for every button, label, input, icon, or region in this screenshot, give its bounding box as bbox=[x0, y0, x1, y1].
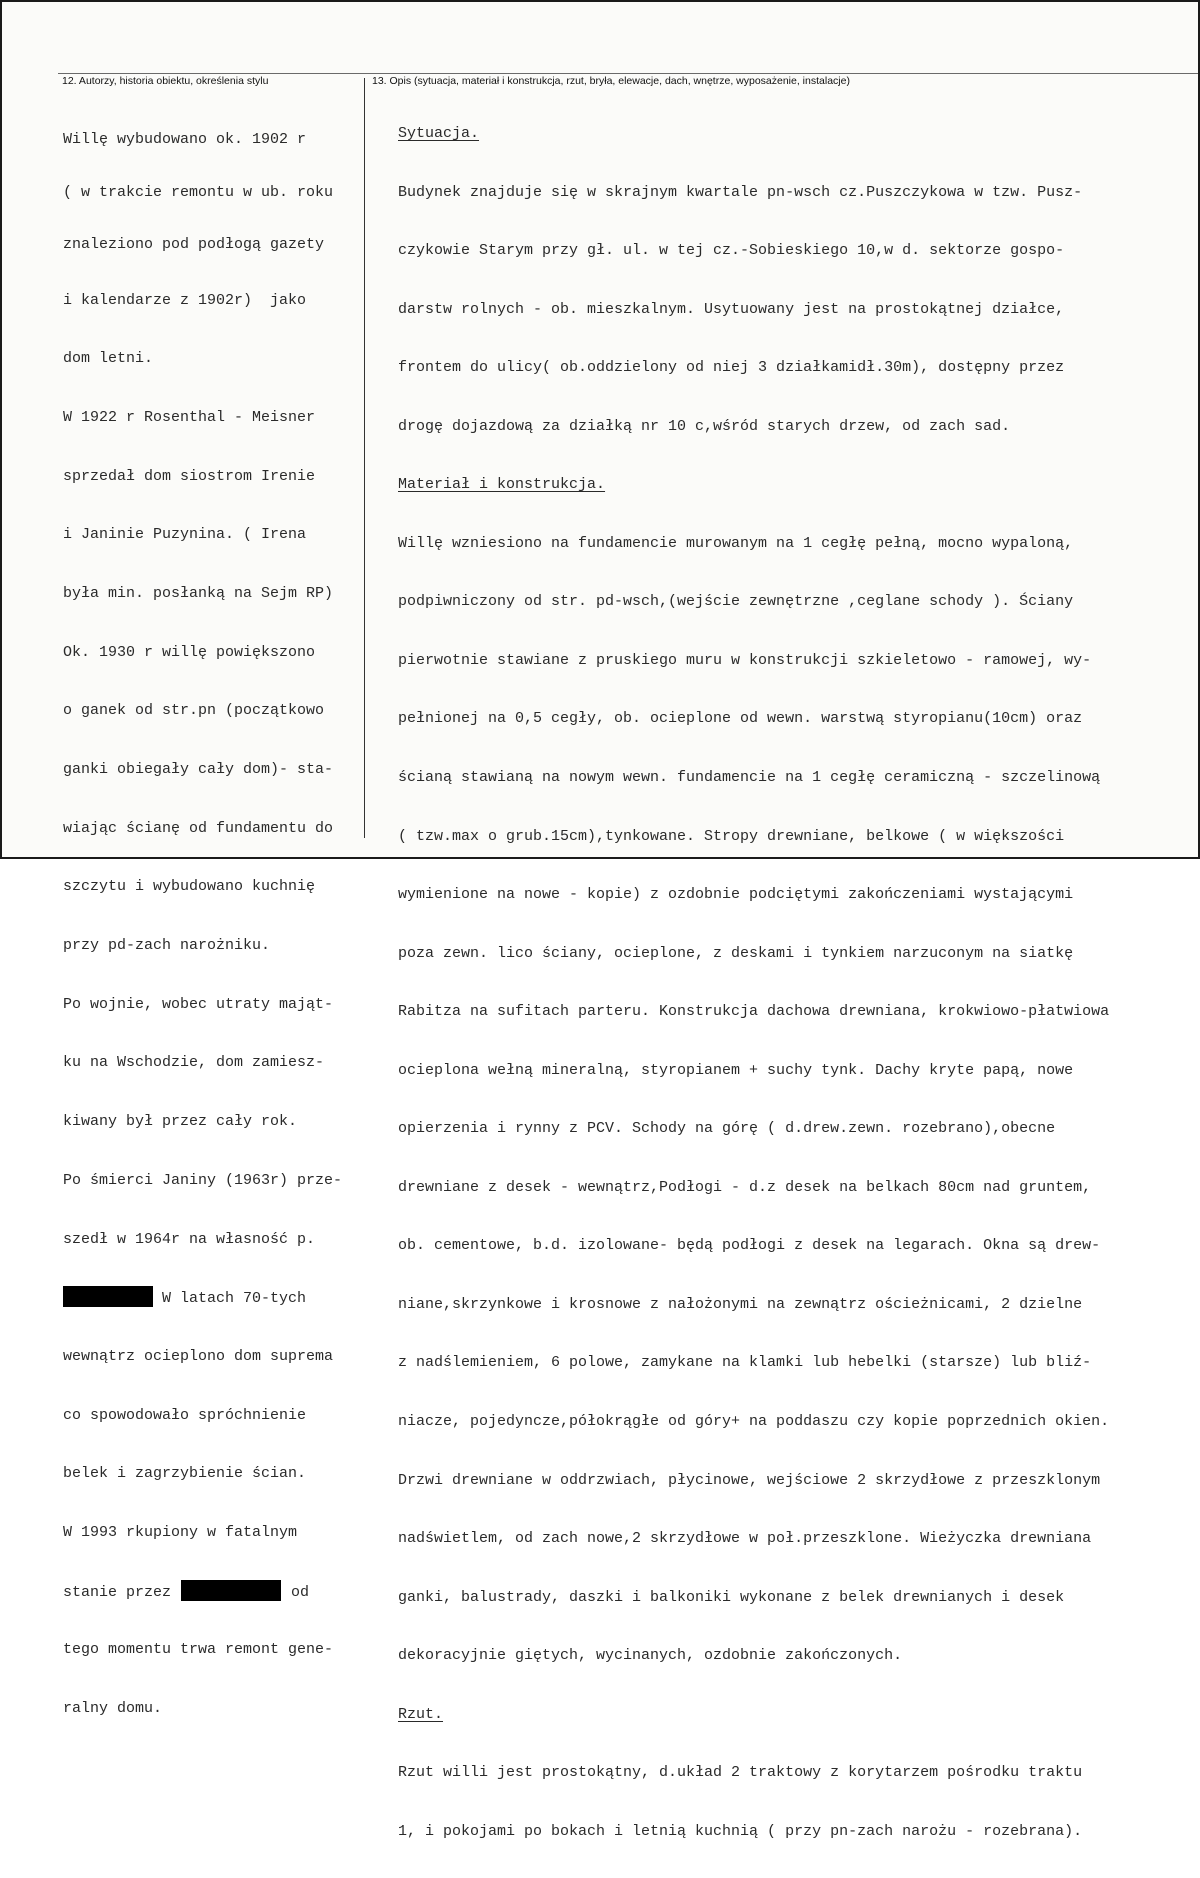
text-line: 1, i pokojami po bokach i letnią kuchnią ( przy pn-zach narożu - rozebrana). bbox=[398, 1822, 1083, 1840]
text-line: W 1993 rkupiony w fatalnym bbox=[63, 1523, 298, 1541]
text-line: niane,skrzynkowe i krosnowe z nałożonymi na zewnątrz ościeżnicami, 2 dzielne bbox=[398, 1295, 1083, 1313]
text-line: ku na Wschodzie, dom zamiesz- bbox=[63, 1054, 325, 1072]
text-line: wiając ścianę od fundamentu do bbox=[63, 819, 334, 837]
text-line: dom letni. bbox=[63, 350, 154, 368]
text-line: dekoracyjnie giętych, wycinanych, ozdobnie zakończonych. bbox=[398, 1647, 903, 1665]
redaction-box bbox=[181, 1580, 281, 1601]
section-13-body bbox=[398, 88, 1109, 1878]
text-segment: stanie przez bbox=[63, 1583, 172, 1601]
text-line: szedł w 1964r na własność p. bbox=[63, 1230, 316, 1248]
text-line: o ganek od str.pn (początkowo bbox=[63, 702, 325, 720]
text-line: czykowie Starym przy gł. ul. w tej cz.-Sobieskiego 10,w d. sektorze gospo- bbox=[398, 242, 1065, 260]
text-line: podpiwniczony od str. pd-wsch,(wejście zewnętrzne ,ceglane schody ). Ściany bbox=[398, 593, 1074, 611]
subheading-rzut: Rzut. bbox=[398, 1705, 444, 1723]
text-line: ganki, balustrady, daszki i balkoniki wykonane z belek drewnianych i desek bbox=[398, 1588, 1065, 1606]
text-line: wewnątrz ocieplono dom suprema bbox=[63, 1347, 334, 1365]
text-line: belek i zagrzybienie ścian. bbox=[63, 1465, 307, 1483]
text-line: ob. cementowe, b.d. izolowane- będą podłogi z desek na legarach. Okna są drew- bbox=[398, 1237, 1101, 1255]
text-line: W 1922 r Rosenthal - Meisner bbox=[63, 408, 316, 426]
section-12-body bbox=[63, 97, 342, 1756]
text-line: Budynek znajduje się w skrajnym kwartale pn-wsch cz.Puszczykowa w tzw. Pusz- bbox=[398, 183, 1083, 201]
text-line: i kalendarze z 1902r) jako bbox=[63, 291, 307, 309]
section-13-header: 13. Opis (sytuacja, materiał i konstrukcja, rzut, bryła, elewacje, dach, wnętrze, wyposażenie, instalacje) bbox=[372, 75, 850, 87]
text-line: Rzut willi jest prostokątny, d.układ 2 traktowy z korytarzem pośrodku traktu bbox=[398, 1764, 1083, 1782]
text-line: drewniane z desek - wewnątrz,Podłogi - d.z desek na belkach 80cm nad gruntem, bbox=[398, 1178, 1092, 1196]
text-line: Ok. 1930 r willę powiększono bbox=[63, 643, 316, 661]
text-line: Rabitza na sufitach parteru. Konstrukcja dachowa drewniana, krokwiowo-płatwiowa bbox=[398, 1003, 1110, 1021]
text-line: ścianą stawianą na nowym wewn. fundamencie na 1 cegłę ceramiczną - szczelinową bbox=[398, 769, 1101, 787]
text-segment: W latach 70-tych bbox=[162, 1290, 307, 1308]
text-line bbox=[63, 1286, 342, 1311]
text-line: nadświetlem, od zach nowe,2 skrzydłowe w poł.przeszklone. Wieżyczka drewniana bbox=[398, 1530, 1092, 1548]
top-rule bbox=[58, 73, 1198, 74]
text-line: szczytu i wybudowano kuchnię bbox=[63, 878, 316, 896]
text-line: Willę wybudowano ok. 1902 r bbox=[63, 131, 307, 148]
text-line: opierzenia i rynny z PCV. Schody na górę ( d.drew.zewn. rozebrano),obecne bbox=[398, 1120, 1056, 1138]
text-line: znaleziono pod podłogą gazety bbox=[63, 236, 325, 253]
text-line: i Janinie Puzynina. ( Irena bbox=[63, 526, 307, 544]
text-line: była min. posłanką na Sejm RP) bbox=[63, 584, 334, 602]
subheading-material: Materiał i konstrukcja. bbox=[398, 476, 606, 494]
text-line: z nadślemieniem, 6 polowe, zamykane na klamki lub hebelki (starsze) lub bliź- bbox=[398, 1354, 1092, 1372]
text-line: darstw rolnych - ob. mieszkalnym. Usytuowany jest na prostokątnej działce, bbox=[398, 300, 1065, 318]
text-line: co spowodowało spróchnienie bbox=[63, 1406, 307, 1424]
text-line: ralny domu. bbox=[63, 1700, 163, 1717]
text-line: Po wojnie, wobec utraty mająt- bbox=[63, 995, 334, 1013]
text-line: poza zewn. lico ściany, ocieplone, z deskami i tynkiem narzuconym na siatkę bbox=[398, 944, 1074, 962]
section-12-header: 12. Autorzy, historia obiektu, określenia stylu bbox=[62, 75, 269, 87]
text-line: wymienione na nowe - kopie) z ozdobnie podciętymi zakończeniami wystającymi bbox=[398, 886, 1074, 904]
text-line: kiwany był przez cały rok. bbox=[63, 1113, 298, 1131]
text-line: niacze, pojedyncze,półokrągłe od góry+ na poddaszu czy kopie poprzednich okien. bbox=[398, 1413, 1110, 1431]
text-line: pełnionej na 0,5 cegły, ob. ocieplone od wewn. warstwą styropianu(10cm) oraz bbox=[398, 710, 1083, 728]
text-line: przy pd-zach narożniku. bbox=[63, 937, 271, 955]
text-line: ocieplona wełną mineralną, styropianem + suchy tynk. Dachy kryte papą, nowe bbox=[398, 1061, 1074, 1079]
text-line: sprzedał dom siostrom Irenie bbox=[63, 467, 316, 485]
text-line: ( tzw.max o grub.15cm),tynkowane. Stropy drewniane, belkowe ( w większości bbox=[398, 827, 1065, 845]
text-line: drogę dojazdową za działką nr 10 c,wśród starych drzew, od zach sad. bbox=[398, 417, 1011, 435]
text-line bbox=[63, 1580, 342, 1605]
text-line: Po śmierci Janiny (1963r) prze- bbox=[63, 1171, 343, 1189]
text-line: frontem do ulicy( ob.oddzielony od niej 3 działkamidł.30m), dostępny przez bbox=[398, 359, 1065, 377]
text-line: pierwotnie stawiane z pruskiego muru w konstrukcji szkieletowo - ramowej, wy- bbox=[398, 651, 1092, 669]
text-segment: od bbox=[291, 1583, 310, 1601]
column-separator bbox=[364, 78, 365, 838]
text-line: ( w trakcie remontu w ub. roku bbox=[63, 183, 334, 201]
text-line: ganki obiegały cały dom)- sta- bbox=[63, 761, 334, 778]
text-line: Drzwi drewniane w oddrzwiach, płycinowe, wejściowe 2 skrzydłowe z przeszklonym bbox=[398, 1471, 1101, 1489]
text-line: Willę wzniesiono na fundamencie murowanym na 1 cegłę pełną, mocno wypaloną, bbox=[398, 534, 1074, 552]
redaction-box bbox=[63, 1286, 153, 1307]
subheading-sytuacja: Sytuacja. bbox=[398, 125, 480, 142]
text-line: tego momentu trwa remont gene- bbox=[63, 1641, 334, 1659]
